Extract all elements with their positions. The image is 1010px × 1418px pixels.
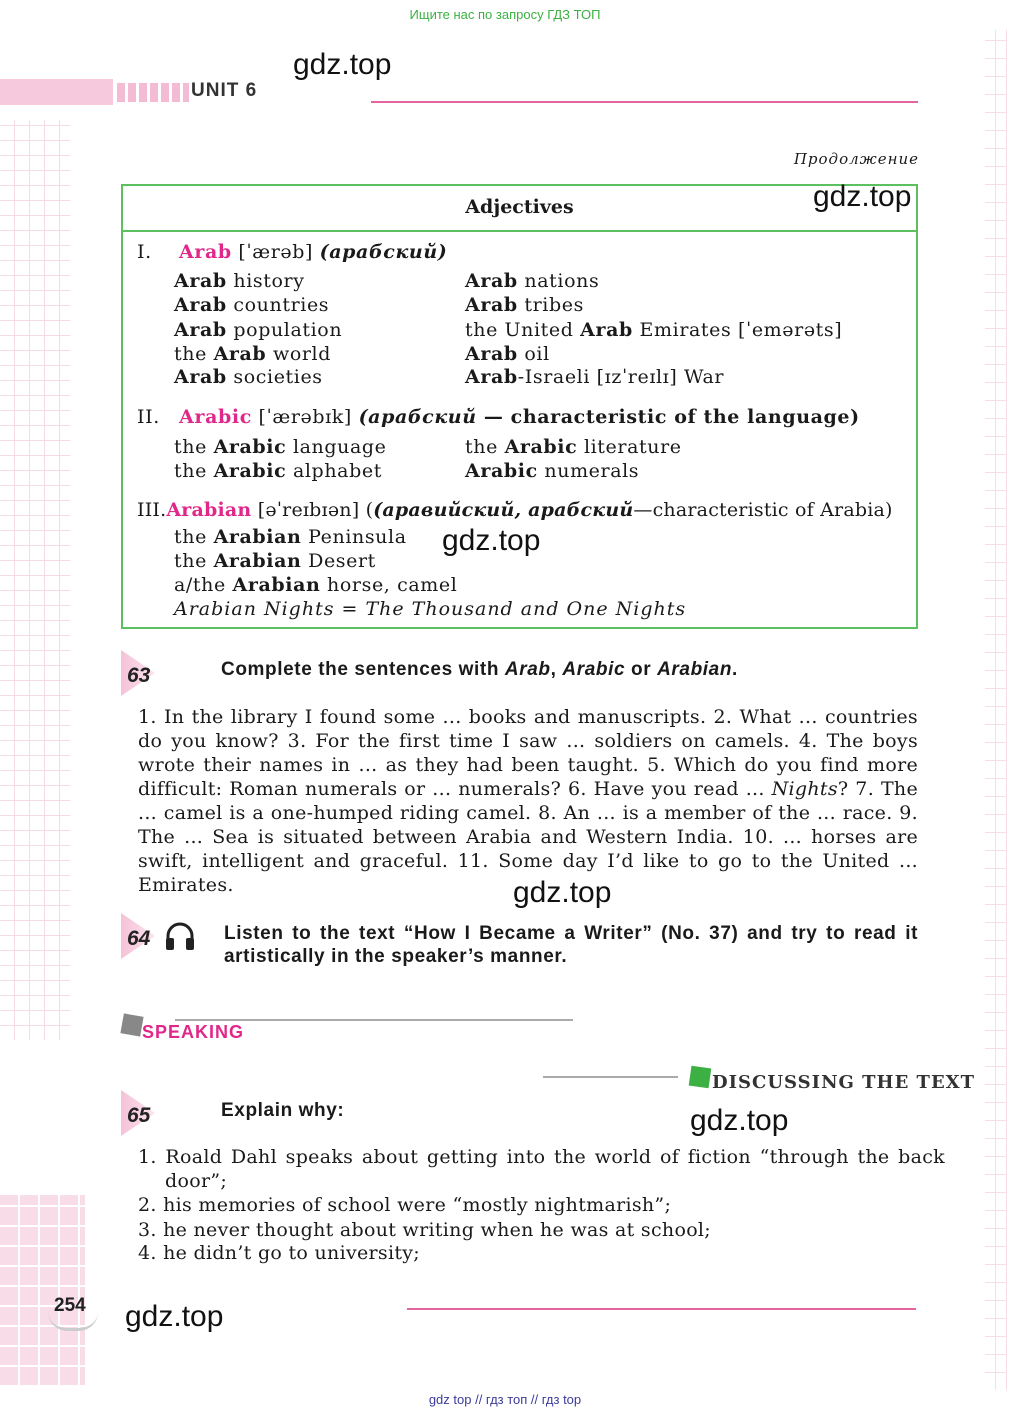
exercise-task: Complete the sentences with Arab, Arabic or Arabian. xyxy=(221,659,738,680)
table-item: Arab tribes xyxy=(465,294,584,316)
footer-line xyxy=(407,1308,916,1310)
exercise-number: 64 xyxy=(127,927,151,950)
table-item: the Arabian Peninsula xyxy=(174,526,407,548)
table-header xyxy=(123,186,916,232)
table-item: the Arab world xyxy=(174,343,331,365)
watermark: gdz.top xyxy=(293,48,392,81)
section-numeral: III. xyxy=(137,499,167,521)
table-item: Arab-Israeli [ɪzˈreɪlɪ] War xyxy=(465,366,725,388)
section-heading xyxy=(137,406,860,428)
section-heading xyxy=(137,241,447,263)
list-item: 1. Roald Dahl speaks about getting into the world of fiction “through the back door”; xyxy=(138,1146,945,1192)
section-gloss-rest: —characteristic of Arabia) xyxy=(633,499,893,521)
exercise-task: Explain why: xyxy=(221,1100,345,1121)
table-item: a/the Arabian horse, camel xyxy=(174,574,458,596)
section-speaking: SPEAKING xyxy=(142,1022,245,1042)
section-gloss: (арабский xyxy=(358,406,477,428)
table-item: the Arabic alphabet xyxy=(174,460,382,482)
section-gloss-rest: — characteristic of the language) xyxy=(476,406,860,428)
exercise-number: 63 xyxy=(127,664,151,687)
table-title: Adjectives xyxy=(465,196,574,218)
exercise-number: 65 xyxy=(127,1104,151,1127)
table-item: Arab history xyxy=(174,270,305,292)
arabian-nights-line: Arabian Nights = The Thousand and One Nights xyxy=(174,598,687,620)
section-word: Arabian xyxy=(166,499,252,521)
section-numeral: II. xyxy=(137,406,160,428)
headphones-icon xyxy=(164,921,196,951)
discussing-line xyxy=(543,1076,678,1078)
continuation-label: Продолжение xyxy=(793,150,919,168)
discussing-square-icon xyxy=(689,1066,712,1089)
right-decor-pattern xyxy=(985,30,1007,1390)
unit-pink-bar xyxy=(0,79,113,105)
header-line xyxy=(371,101,918,103)
watermark: gdz.top xyxy=(513,876,612,909)
table-item: Arabic numerals xyxy=(465,460,640,482)
left-bottom-decor xyxy=(0,1195,85,1385)
table-item: Arab oil xyxy=(465,343,550,365)
top-note: Ищите нас по запросу ГДЗ ТОП xyxy=(409,7,601,22)
list-item: 2. his memories of school were “mostly nightmarish”; xyxy=(138,1194,672,1216)
bottom-note: gdz top // гдз топ // гдз top xyxy=(428,1392,582,1407)
page-number: 254 xyxy=(54,1295,86,1316)
section-transcription: [ˈærəb] xyxy=(238,241,314,263)
table-item: the Arabic language xyxy=(174,436,387,458)
table-item: the Arabian Desert xyxy=(174,550,376,572)
section-transcription: [ˈærəbɪk] xyxy=(258,406,352,428)
speaking-line xyxy=(175,1019,573,1021)
list-item: 4. he didn’t go to university; xyxy=(138,1242,421,1264)
speaking-square-icon xyxy=(120,1013,143,1036)
adjectives-table xyxy=(121,184,918,629)
table-item: Arab societies xyxy=(174,366,323,388)
table-item: Arab countries xyxy=(174,294,330,316)
section-numeral: I. xyxy=(137,241,152,263)
exercise-text: 1. In the library I found some ... books and manuscripts. 2. What ... countries do you know? 3. For the first time I saw ... soldiers on camels. 4. The boys wrote their names in ... as they had been taught. 5. Which do you find more difficult: Roman numerals or ... numerals? 6. Have you read ... Nights? 7. The ... camel is a one-humped riding camel. 8. An ... is a member of the ... race. 9. The ... Sea is situated between Arabia and Western India. 10. ... horses are swift, intelligent and graceful. 11. Some day I’d like to go to the United ... Emirates. xyxy=(138,706,918,896)
watermark: gdz.top xyxy=(125,1300,224,1333)
table-item: Arab nations xyxy=(465,270,600,292)
table-item: Arab population xyxy=(174,319,343,341)
section-transcription: [əˈreɪbɪən] xyxy=(257,499,360,521)
watermark: gdz.top xyxy=(813,180,912,213)
section-heading: III.Arabian [əˈreɪbɪən] ((аравийский, арабский—characteristic of Arabia) xyxy=(137,499,893,521)
list-item: 3. he never thought about writing when he was at school; xyxy=(138,1219,712,1241)
watermark: gdz.top xyxy=(690,1104,789,1137)
section-word: Arabic xyxy=(179,406,252,428)
left-decor-pattern xyxy=(0,120,70,1040)
section-gloss: (арабский) xyxy=(319,241,448,263)
exercise-task: Listen to the text “How I Became a Writer” (No. 37) and try to read it artistically in the speaker’s manner. xyxy=(224,923,918,967)
section-gloss: (аравийский, арабский xyxy=(373,499,634,521)
unit-label: UNIT 6 xyxy=(191,80,258,101)
watermark: gdz.top xyxy=(442,524,541,557)
unit-pink-dots xyxy=(117,83,189,102)
section-discussing: DISCUSSING THE TEXT xyxy=(712,1072,976,1093)
table-item: the Arabic literature xyxy=(465,436,682,458)
table-item: the United Arab Emirates [ˈemərəts] xyxy=(465,319,843,341)
section-word: Arab xyxy=(179,241,232,263)
